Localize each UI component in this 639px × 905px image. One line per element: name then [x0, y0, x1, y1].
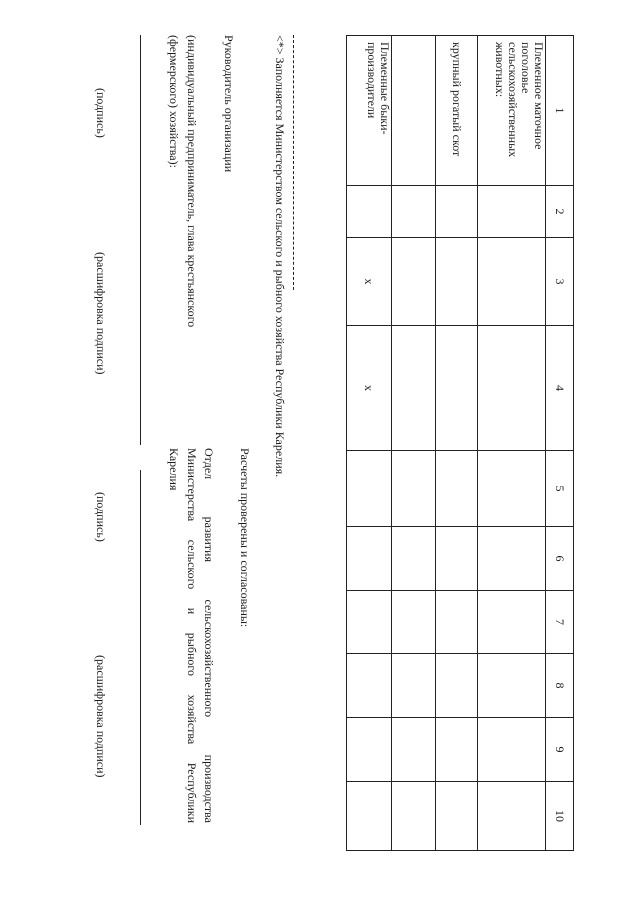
- table-row: [392, 36, 436, 851]
- row-label: крупный рогатый скот: [436, 36, 478, 186]
- table-cell: [436, 326, 478, 451]
- table-cell: [478, 186, 546, 238]
- table-cell: [392, 238, 436, 326]
- table-cell: [436, 186, 478, 238]
- table-cell: [478, 718, 546, 782]
- column-number: 6: [546, 527, 574, 591]
- table-row: [347, 36, 392, 851]
- table-cell: [436, 527, 478, 591]
- column-number: 3: [546, 238, 574, 326]
- right-signer-line: Министерства сельского и рыбного хозяйства Республики: [185, 448, 199, 823]
- table-cell: [478, 527, 546, 591]
- table-cell: [347, 451, 392, 527]
- table-cell: [392, 782, 436, 851]
- table-cell: [347, 186, 392, 238]
- column-number: 8: [546, 654, 574, 718]
- table-cell: [478, 326, 546, 451]
- left-signer-line: (фермерского) хозяйства):: [167, 35, 181, 168]
- column-number: 2: [546, 186, 574, 238]
- column-number: 1: [546, 36, 574, 186]
- table-cell: [392, 326, 436, 451]
- table-cell: [392, 591, 436, 654]
- row-label: [392, 36, 436, 186]
- table-cell: [478, 782, 546, 851]
- footnote-separator: [293, 35, 294, 290]
- table-cell: [392, 718, 436, 782]
- table-cell: [436, 591, 478, 654]
- right-decode-caption: (расшифровка подписи): [94, 655, 108, 778]
- row-label: Племенное маточное поголовье сельскохозяйственных животных:: [478, 36, 546, 186]
- table-cell: [478, 591, 546, 654]
- table-cell: [347, 527, 392, 591]
- table-row: [436, 36, 478, 851]
- right-signature-caption: (подпись): [94, 492, 108, 542]
- table-cell: [347, 782, 392, 851]
- right-signer-head: Расчеты проверены и согласованы:: [238, 448, 252, 628]
- left-signer-line: (индивидуальный предприниматель, глава крестьянского: [185, 35, 199, 328]
- table-cell: [478, 654, 546, 718]
- table-cell: [347, 591, 392, 654]
- livestock-table: [346, 35, 574, 851]
- table-cell: [347, 718, 392, 782]
- column-number: 9: [546, 718, 574, 782]
- table-row: [478, 36, 546, 851]
- column-number: 4: [546, 326, 574, 451]
- footnote: <*> Заполняется Министерством сельского и рыбного хозяйства Республики Карелия.: [273, 35, 287, 478]
- column-number: 5: [546, 451, 574, 527]
- column-number-row: [546, 36, 574, 851]
- row-label: Племенные быки-производители: [347, 36, 392, 186]
- column-number: 10: [546, 782, 574, 851]
- table-cell: [392, 527, 436, 591]
- table-cell: x: [347, 326, 392, 451]
- right-signer-line: Карелия: [167, 448, 181, 491]
- table-cell: x: [347, 238, 392, 326]
- table-cell: [478, 238, 546, 326]
- table-cell: [436, 718, 478, 782]
- column-number: 7: [546, 591, 574, 654]
- table-cell: [436, 451, 478, 527]
- right-signature-line: [140, 470, 141, 825]
- left-signature-caption: (подпись): [94, 88, 108, 138]
- table-cell: [436, 654, 478, 718]
- table-cell: [392, 451, 436, 527]
- table-cell: [392, 654, 436, 718]
- left-signer-head: Руководитель организации: [222, 35, 236, 173]
- table-cell: [347, 654, 392, 718]
- table-cell: [478, 451, 546, 527]
- left-decode-caption: (расшифровка подписи): [94, 252, 108, 375]
- table-cell: [436, 238, 478, 326]
- right-signer-line: Отдел развития сельскохозяйственного производства: [202, 448, 216, 823]
- left-signature-line: [140, 35, 141, 445]
- table-cell: [436, 782, 478, 851]
- table-cell: [392, 186, 436, 238]
